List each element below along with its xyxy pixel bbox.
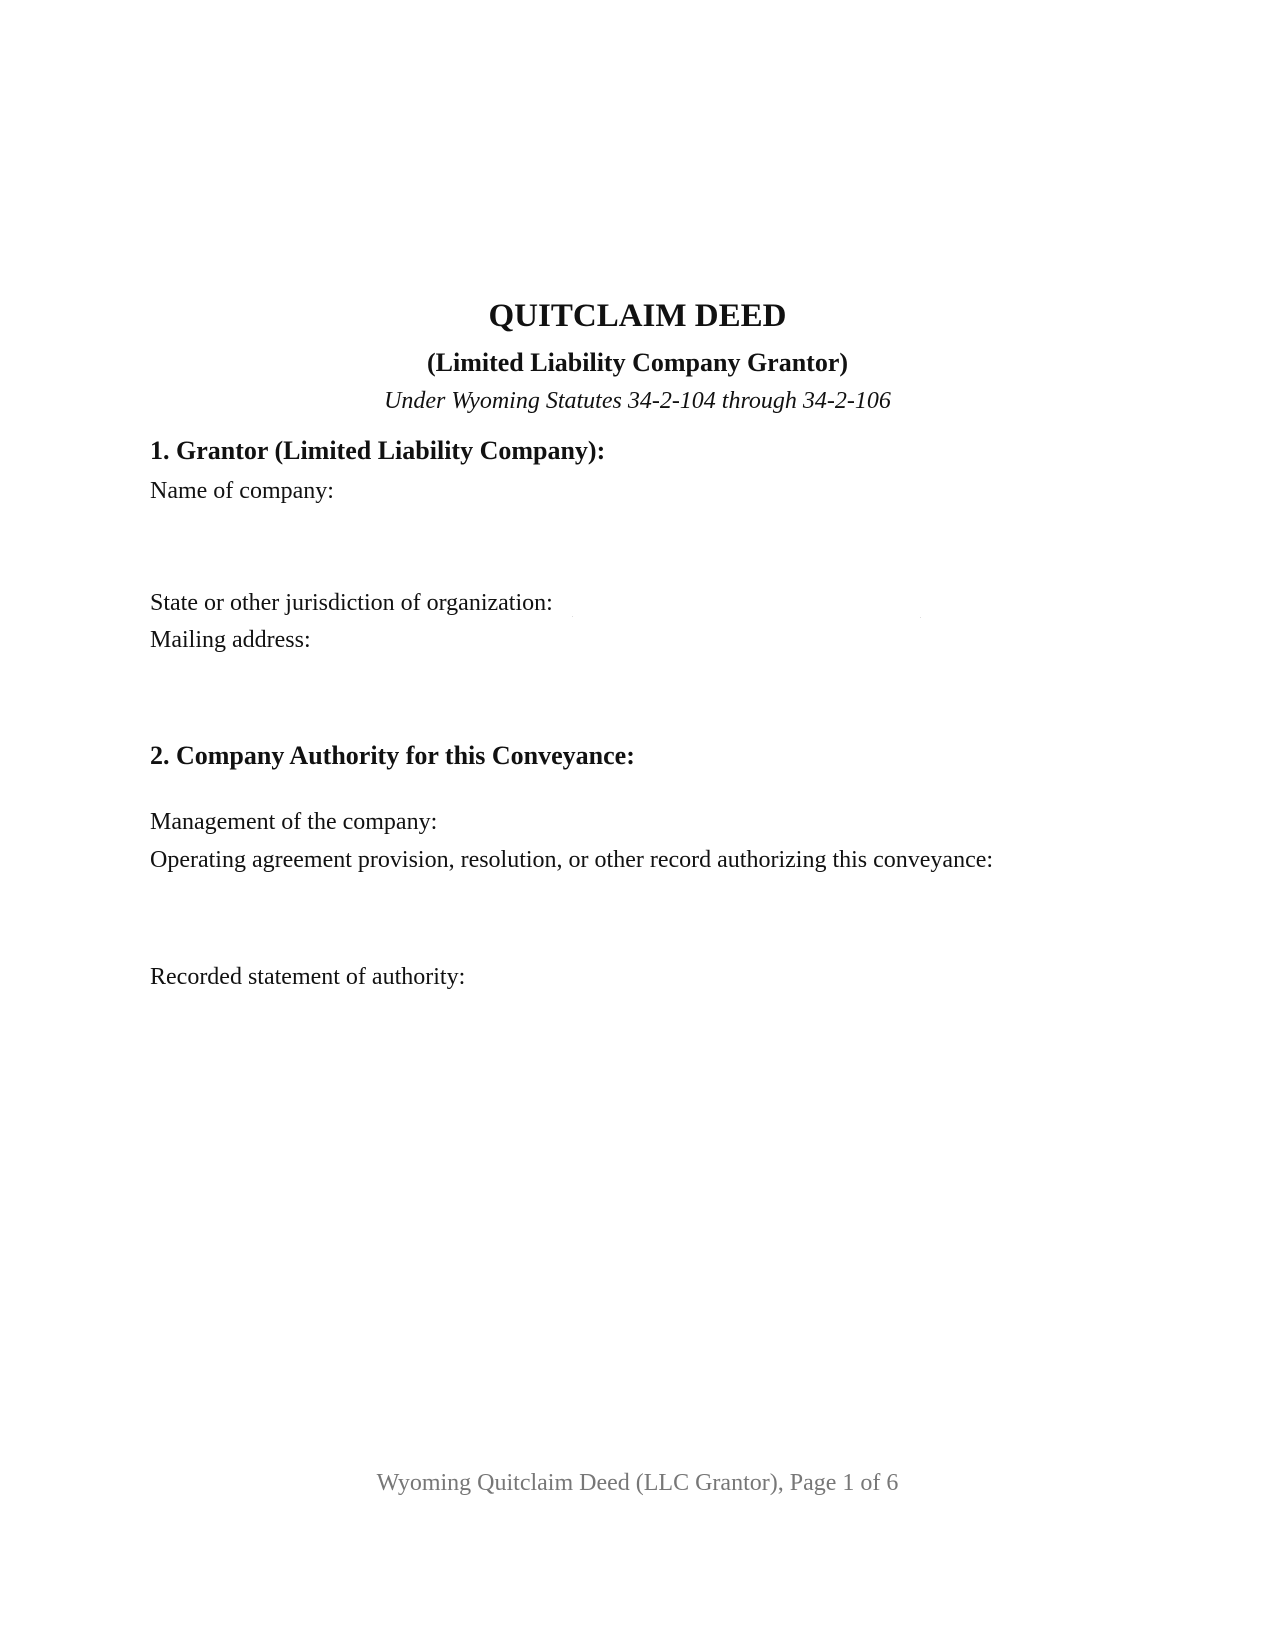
statute-reference: Under Wyoming Statutes 34-2-104 through 34-2-106 [384,388,891,414]
section-heading-grantor: 1. Grantor (Limited Liability Company): [150,436,606,465]
label-statement-of-authority: Recorded statement of authority: [150,964,466,990]
label-company-name: Name of company: [150,478,334,504]
label-mailing-address: Mailing address: [150,627,311,653]
section-heading-authority: 2. Company Authority for this Conveyance: [150,741,635,770]
label-authorizing-record: Operating agreement provision, resolution, or other record authorizing this conveyance: [150,847,994,873]
label-management: Management of the company: [150,809,438,835]
document-title: QUITCLAIM DEED [488,298,787,334]
faint-field-mark [920,617,921,618]
faint-field-mark [572,616,573,617]
document-subtitle: (Limited Liability Company Grantor) [426,348,849,377]
label-jurisdiction: State or other jurisdiction of organization: [150,590,553,616]
page-footer: Wyoming Quitclaim Deed (LLC Grantor), Page 1 of 6 [376,1470,899,1496]
